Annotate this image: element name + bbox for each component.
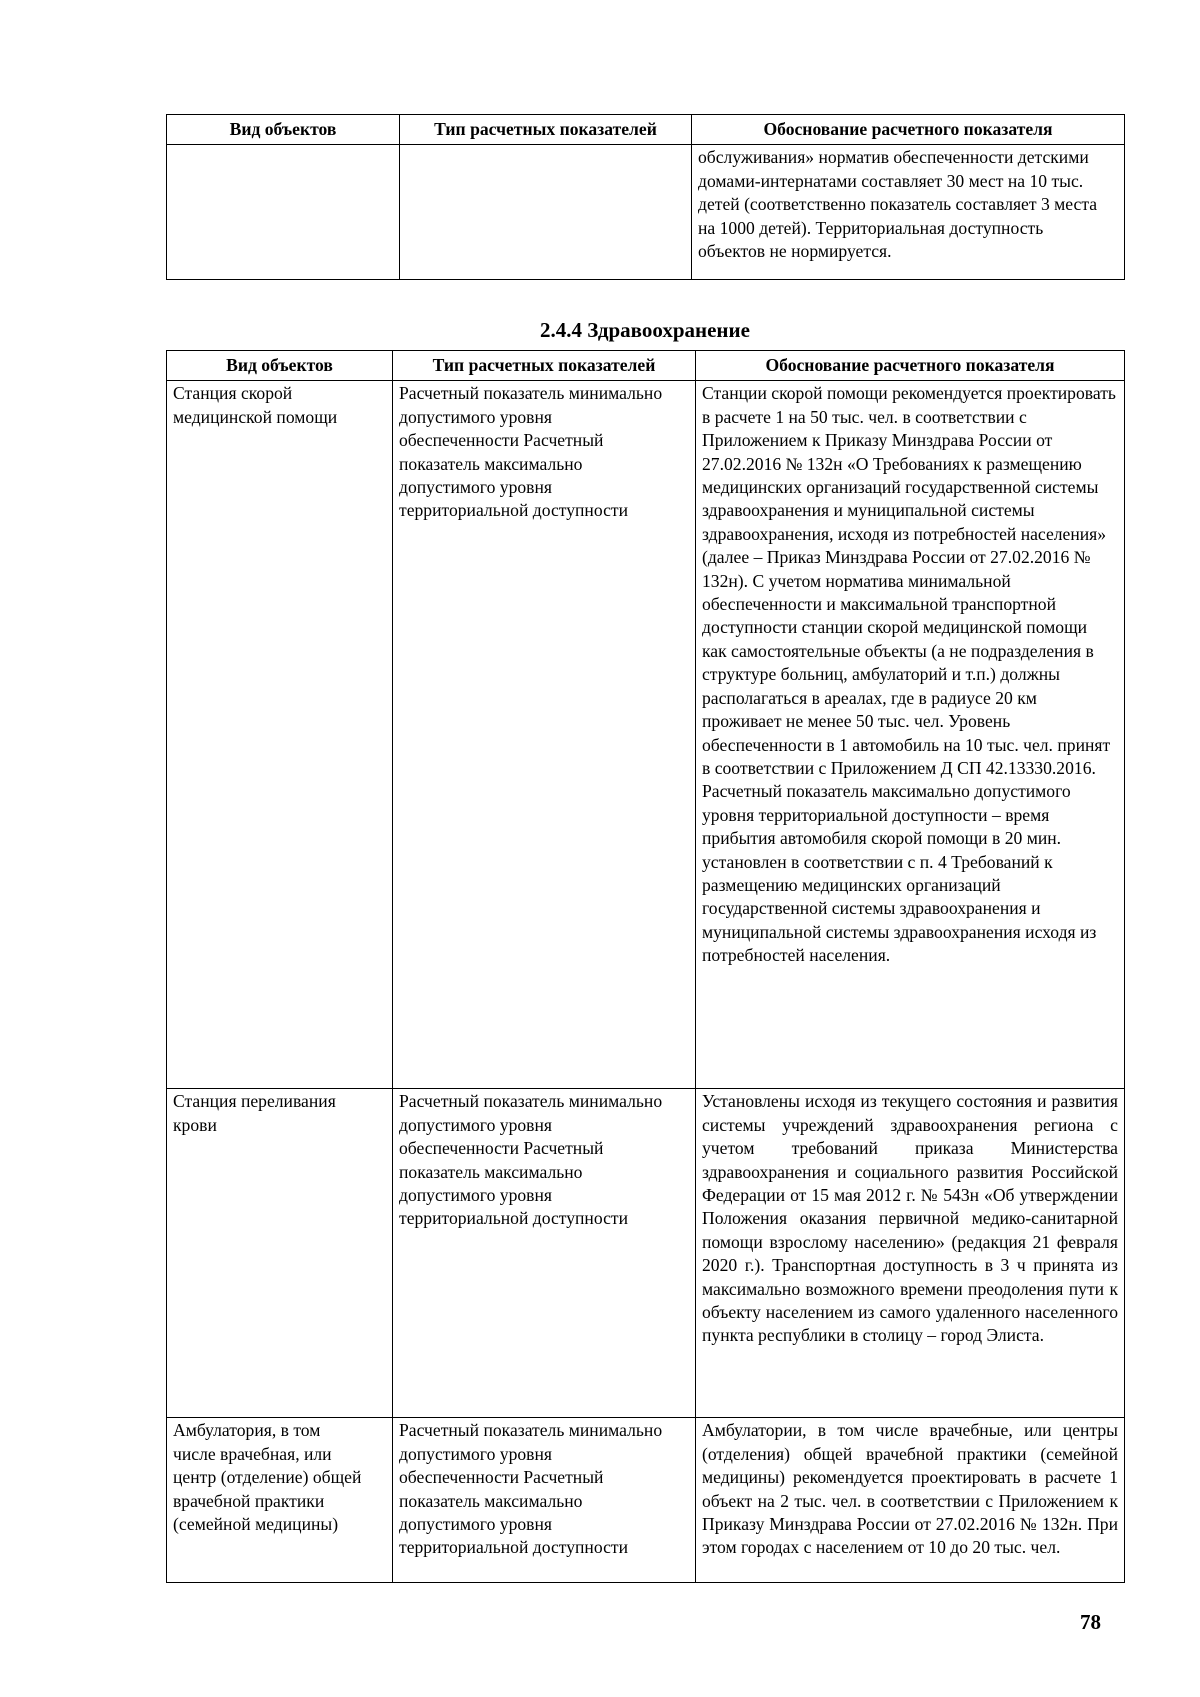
cell-indicator-type: Расчетный показатель минимально допустимого уровня обеспеченности Расчетный показатель максимально допустимого уровня территориальной доступности: [393, 1089, 696, 1418]
cell-indicator-type: Расчетный показатель минимально допустимого уровня обеспеченности Расчетный показатель максимально допустимого уровня территориальной доступности: [393, 1418, 696, 1583]
cell-justification: Установлены исходя из текущего состояния и развития системы учреждений здравоохранения региона с учетом требований приказа Министерства здравоохранения и социального развития Российской Федерации от 15 мая 2012 г. № 543н «Об утверждении Положения оказания первичной медико-санитарной помощи взрослому населению» (редакция 21 февраля 2020 г.). Транспортная доступность в 3 ч принята из максимально возможного времени преодоления пути к объекту населением из самого удаленного населенного пункта республики в столицу – город Элиста.: [696, 1089, 1125, 1418]
cell-object-type: Станция переливания крови: [167, 1089, 393, 1418]
table-row: [167, 1418, 1125, 1583]
section-heading: 2.4.4 Здравоохранение: [540, 318, 750, 342]
healthcare-table: [166, 350, 1125, 1583]
table-row: [167, 381, 1125, 1089]
cell-object-type: [167, 145, 400, 280]
cell-object-type: Станция скорой медицинской помощи: [167, 381, 393, 1089]
table-header-row: [167, 115, 1125, 145]
header-object-type: Вид объектов: [167, 351, 393, 381]
header-indicator-type: Тип расчетных показателей: [400, 115, 692, 145]
table-header-row: [167, 351, 1125, 381]
cell-object-type: Амбулатория, в том числе врачебная, или центр (отделение) общей врачебной практики (семейной медицины): [167, 1418, 393, 1583]
header-justification: Обоснование расчетного показателя: [696, 351, 1125, 381]
cell-justification: Амбулатории, в том числе врачебные, или центры (отделения) общей врачебной практики (семейной медицины) рекомендуется проектировать в расчете 1 объект на 2 тыс. чел. в соответствии с Приложением к Приказу Минздрава России от 27.02.2016 № 132н. При этом городах с населением от 10 до 20 тыс. чел.: [696, 1418, 1125, 1583]
cell-justification: Станции скорой помощи рекомендуется проектировать в расчете 1 на 50 тыс. чел. в соответствии с Приложением к Приказу Минздрава России от 27.02.2016 № 132н «О Требованиях к размещению медицинских организаций государственной системы здравоохранения и муниципальной системы здравоохранения, исходя из потребностей населения» (далее – Приказ Минздрава России от 27.02.2016 № 132н). С учетом норматива минимальной обеспеченности и максимальной транспортной доступности станции скорой медицинской помощи как самостоятельные объекты (а не подразделения в структуре больниц, амбулаторий и т.п.) должны располагаться в ареалах, где в радиусе 20 км проживает не менее 50 тыс. чел. Уровень обеспеченности в 1 автомобиль на 10 тыс. чел. принят в соответствии с Приложением Д СП 42.13330.2016. Расчетный показатель максимально допустимого уровня территориальной доступности – время прибытия автомобиля скорой помощи в 20 мин. установлен в соответствии с п. 4 Требований к размещению медицинских организаций государственной системы здравоохранения и муниципальной системы здравоохранения исходя из потребностей населения.: [696, 381, 1125, 1089]
header-indicator-type: Тип расчетных показателей: [393, 351, 696, 381]
header-object-type: Вид объектов: [167, 115, 400, 145]
table-row: [167, 145, 1125, 280]
header-justification: Обоснование расчетного показателя: [692, 115, 1125, 145]
cell-indicator-type: Расчетный показатель минимально допустимого уровня обеспеченности Расчетный показатель максимально допустимого уровня территориальной доступности: [393, 381, 696, 1089]
table-row: [167, 1089, 1125, 1418]
cell-indicator-type: [400, 145, 692, 280]
page-number: 78: [1080, 1610, 1101, 1634]
continuation-table: [166, 114, 1125, 280]
cell-justification: обслуживания» норматив обеспеченности детскими домами-интернатами составляет 30 мест на 10 тыс. детей (соответственно показатель составляет 3 места на 1000 детей). Территориальная доступность объектов не нормируется.: [692, 145, 1125, 280]
